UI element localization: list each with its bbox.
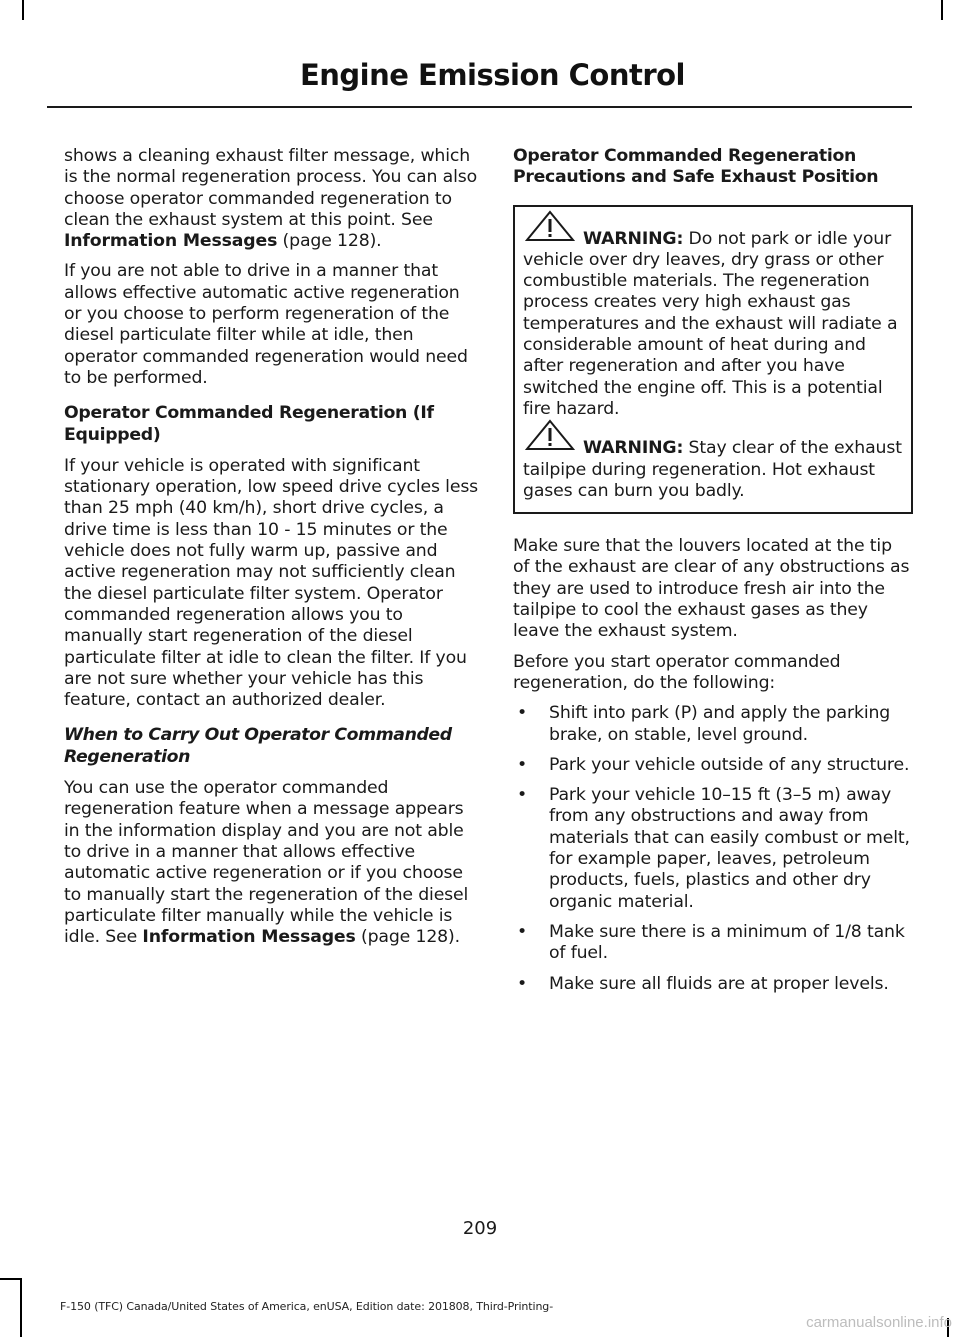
right-column — [513, 146, 913, 1004]
paragraph: Before you start operator commanded regeneration, do the following: — [513, 651, 841, 693]
paragraph: shows a cleaning exhaust filter message, which is the normal regeneration process. You can also choose operator commanded regeneration to clean the exhaust system at this point. See Information Messages (page 128). — [64, 146, 478, 252]
warning-label: WARNING: — [583, 438, 684, 459]
paragraph: If you are not able to drive in a manner that allows effective automatic active regeneration or you choose to perform regeneration of the diesel particulate filter while at idle, then operator commanded regeneration would need to be performed. — [64, 261, 468, 388]
warning-text: Stay clear of the exhaust tailpipe during regeneration. Hot exhaust gases can burn you badly. — [523, 438, 902, 501]
crop-mark-top-left — [22, 0, 24, 20]
warning-triangle-icon — [523, 209, 577, 243]
crop-mark-left-vertical — [20, 1278, 22, 1337]
bullet-icon: • — [517, 703, 528, 724]
watermark: carmanualsonline.info — [806, 1314, 952, 1331]
bullet-icon: • — [517, 973, 528, 994]
paragraph: If your vehicle is operated with significant stationary operation, low speed drive cycles less than 25 mph (40 km/h), short drive cycles, a drive time is less than 10 - 15 minutes or the vehicle does not fully warm up, passive and active regeneration may not sufficiently clean the diesel particulate filter system. Operator commanded regeneration allows you to manually start regeneration of the diesel particulate filter at idle to clean the filter. If you are not sure whether your vehicle has this feature, contact an authorized dealer. — [64, 455, 479, 711]
bullet-icon: • — [517, 785, 528, 806]
page-number: 209 — [462, 1218, 498, 1239]
information-messages-link[interactable]: Information Messages — [64, 231, 278, 252]
crop-mark-left-bracket — [0, 1278, 21, 1280]
list-item: • Park your vehicle outside of any structure. — [517, 754, 910, 775]
paragraph: You can use the operator commanded regeneration feature when a message appears in the information display and you are not able to drive in a manner that allows effective automatic active regeneration or if you choose to manually start the regeneration of the diesel particulate filter manually while the vehicle is idle. See Information Messages (page 128). — [64, 778, 469, 948]
warning-item — [523, 438, 905, 502]
information-messages-link[interactable]: Information Messages — [142, 927, 356, 948]
footer-edition-text: F-150 (TFC) Canada/United States of America, enUSA, Edition date: 201808, Third-Printing- — [60, 1300, 554, 1313]
list-item: • Make sure all fluids are at proper levels. — [517, 973, 889, 994]
section-heading: Operator Commanded Regeneration (If Equipped) — [64, 403, 434, 445]
page-title: Engine Emission Control — [299, 58, 685, 92]
bullet-icon: • — [517, 921, 528, 942]
bullet-icon: • — [517, 754, 528, 775]
warning-text: Do not park or idle your vehicle over dry leaves, dry grass or other combustible materials. The regeneration process creates very high exhaust gas temperatures and the exhaust will radiate a considerable amount of heat during and after regeneration and after you have switched the engine off. This is a potential fire hazard. — [523, 228, 898, 419]
section-heading: Operator Commanded Regeneration Precautions and Safe Exhaust Position — [513, 146, 879, 188]
warning-box — [513, 205, 913, 515]
list-item: • Shift into park (P) and apply the parking brake, on stable, level ground. — [517, 703, 891, 745]
paragraph: Make sure that the louvers located at the tip of the exhaust are clear of any obstructions as they are used to introduce fresh air into the tailpipe to cool the exhaust gases as they leave the exhaust system. — [513, 536, 910, 642]
section-subheading: When to Carry Out Operator Commanded Regeneration — [64, 725, 452, 767]
list-item: • Make sure there is a minimum of 1/8 tank of fuel. — [517, 921, 905, 964]
warning-triangle-icon — [523, 418, 577, 452]
warning-item — [523, 229, 905, 421]
bullet-list — [513, 703, 913, 995]
warning-label: WARNING: — [583, 228, 684, 249]
list-item: • Park your vehicle 10–15 ft (3–5 m) away from any obstructions and away from materials that can easily combust or melt, for example paper, leaves, petroleum products, fuels, plastics and other dry organic material. — [517, 785, 910, 912]
crop-mark-top-right — [941, 0, 943, 20]
header-divider — [47, 106, 912, 108]
left-column — [64, 146, 482, 957]
